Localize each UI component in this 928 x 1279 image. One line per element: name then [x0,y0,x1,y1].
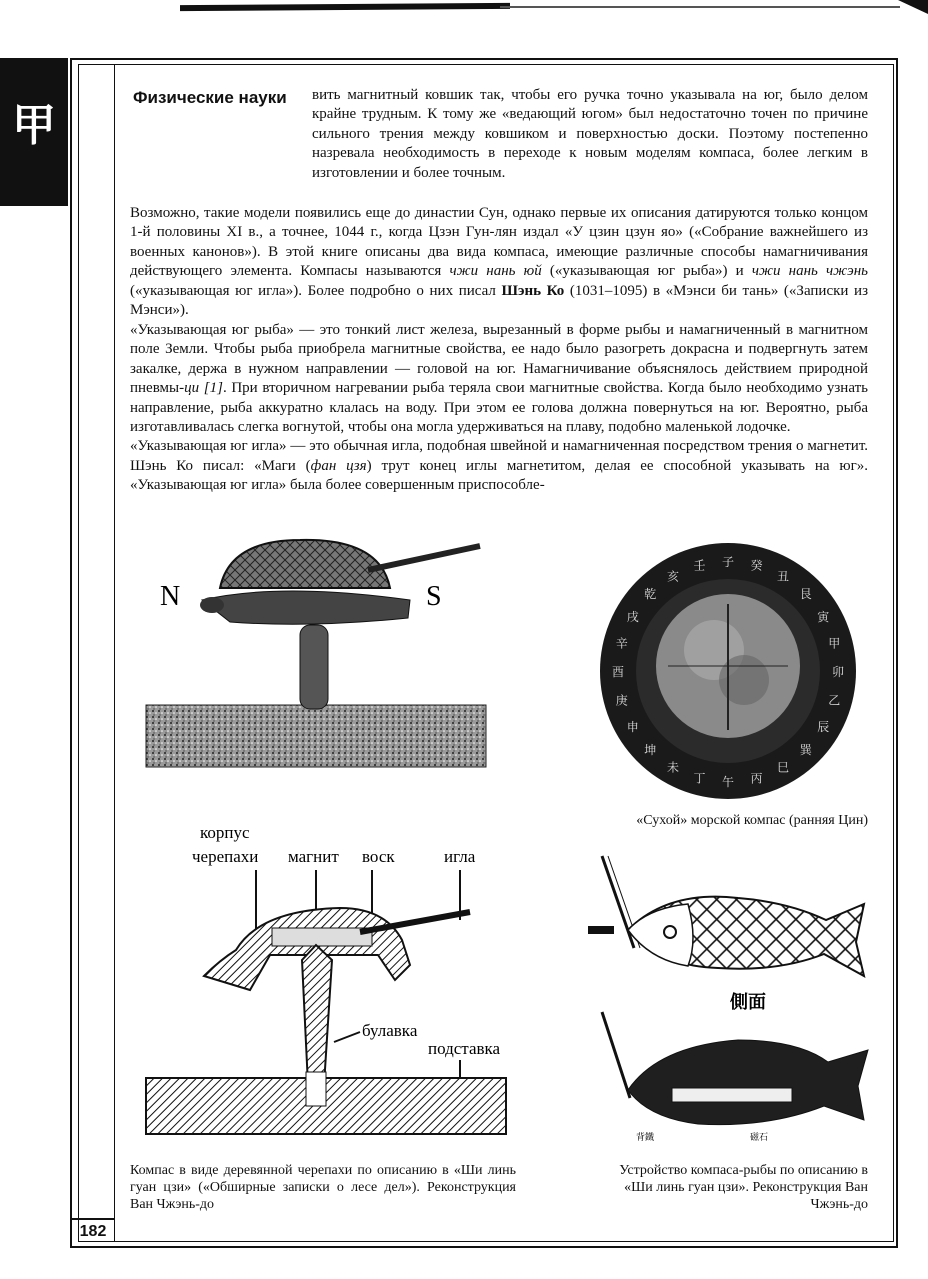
top-scan-line [180,3,510,11]
magnet-section [272,928,372,946]
turtle-compass-illustration [140,530,520,780]
fish-compass-diagram [588,850,870,1150]
compass-glyph: 坤 [644,742,657,757]
wooden-pin [300,625,328,709]
compass-glyph: 申 [626,720,639,734]
fish-magnet [672,1088,792,1102]
fish-caption: Устройство компаса-рыбы по описанию в «Ши линь гуан цзи». Реконструкция Ван Чжэнь-до [619,1163,868,1212]
compass-glyph: 酉 [611,665,625,679]
compass-glyph: 辰 [817,720,830,734]
compass-glyph: 癸 [750,558,763,573]
page-number: 182 [72,1218,114,1244]
label-shell: корпус [200,823,250,842]
paragraph-3: «Указывающая юг игла» — это обычная игла, подобная швейной и намагниченная посредством трения о магнетит. Шэнь Ко писал: «Маги (фан цзя) трут конец иглы магнетитом, делая ее способной указывать на юг». «Указывающая юг игла» была более совершенным приспособле- [130,438,868,494]
stone-base [146,705,486,767]
compass-glyph: 子 [721,555,735,569]
compass-glyph: 辛 [615,636,628,651]
fish-side-view [628,1040,868,1125]
turtle-body [202,591,410,624]
compass-glyph: 巽 [799,742,812,757]
label-small-left: 背鐵 [636,1133,655,1143]
paragraph-1: Возможно, такие модели появились еще до династии Сун, однако первые их описания датируются только концом 1-й половины XI в., а точнее, 1044 г., когда Цзэн Гун-лян издал «У цзин цзун яо» («Собрание важнейшего из военных канонов»). В этой книге описаны два вида компаса, имеющие различные способы намагничивания действующего элемента. Компасы называются чжи нань юй («указывающая юг рыба») и чжи нань чжэнь («указывающая юг игла»). Более подробно о них писал Шэнь Ко (1031–1095) в «Мэнси би тань» («Записки из Мэнси»). [130,205,868,319]
margin-rule [114,64,115,1242]
compass-glyph: 壬 [693,558,706,573]
compass-glyph: 寅 [817,610,830,624]
compass-glyph: 卯 [831,665,845,679]
compass-glyph: 丙 [750,771,763,786]
section-title: Физические науки [133,88,287,107]
turtle-caption: Компас в виде деревянной черепахи по описанию в «Ши линь гуан цзи» («Обширные записки о лесе дел»). Реконструкция Ван Чжэнь-до [130,1163,516,1212]
compass-glyph: 亥 [666,569,680,584]
dry-compass-illustration [594,540,862,802]
label-wax: воск [362,847,395,866]
compass-caption: «Сухой» морской компас (ранняя Цин) [636,813,868,828]
intro-paragraph: вить магнитный ковшик так, чтобы его ручка точно указывала на юг, было делом крайне трудным. К тому же «ведающий югом» был недостаточно точен по причине сильного трения между ковшиком и поверхностью доски. Поэтому постепенно назревала необходимость в переходе к новым моделям компаса, более легким в изготовлении и более точным. [312,87,868,181]
pin-section [302,945,332,1085]
label-small-right: 磁石 [750,1133,769,1143]
compass-glyph: 庚 [615,693,628,708]
paragraph-2: «Указывающая юг рыба» — это тонкий лист железа, вырезанный в форме рыбы и намагниченный в магнитном поле Земли. Чтобы рыба приобрела магнитные свойства, ее надо было разогреть докрасна и подвергнуть затем закалке, держа в нужном направлении — головой на юг. Намагничивание объяснялось действием природной пневмы-ци [1]. При вторичном нагревании рыба теряла свои магнитные свойства. Когда было необходимо узнать направление, рыба аккуратно клалась на воду. При этом ее голова должна повернуться на юг. Вероятно, рыба изготавливалась слегка вогнутой, чтобы она могла удерживаться на плаву, подобно маленькой лодочке. [130,321,868,435]
compass-glyph: 乾 [644,587,657,602]
compass-glyph: 午 [721,775,735,789]
compass-glyph: 艮 [799,587,812,602]
label-stand: подставка [428,1039,501,1058]
south-label: S [426,581,442,612]
compass-glyph: 巳 [776,760,790,775]
top-scan-line-thin [500,6,900,8]
compass-glyph: 丑 [776,569,790,584]
left-mark [588,926,614,934]
label-shell-2: черепахи [192,847,259,866]
label-magnet: магнит [288,847,339,866]
turtle-head [200,597,224,613]
turtle-needle [368,546,480,570]
compass-glyph: 丁 [693,771,706,786]
corner-mark [898,0,928,14]
label-side-view: 側面 [730,992,766,1013]
body-text [130,204,868,496]
compass-glyph: 未 [666,760,680,775]
north-label: N [160,581,181,612]
compass-glyph: 戌 [626,610,639,624]
label-pin: булавка [362,1021,418,1040]
spine-character: 甲 [12,100,56,151]
turtle-shell [220,540,390,588]
compass-glyph: 甲 [828,636,841,651]
compass-glyph: 乙 [828,693,841,708]
turtle-compass-diagram [140,820,530,1150]
label-needle: игла [444,847,476,866]
